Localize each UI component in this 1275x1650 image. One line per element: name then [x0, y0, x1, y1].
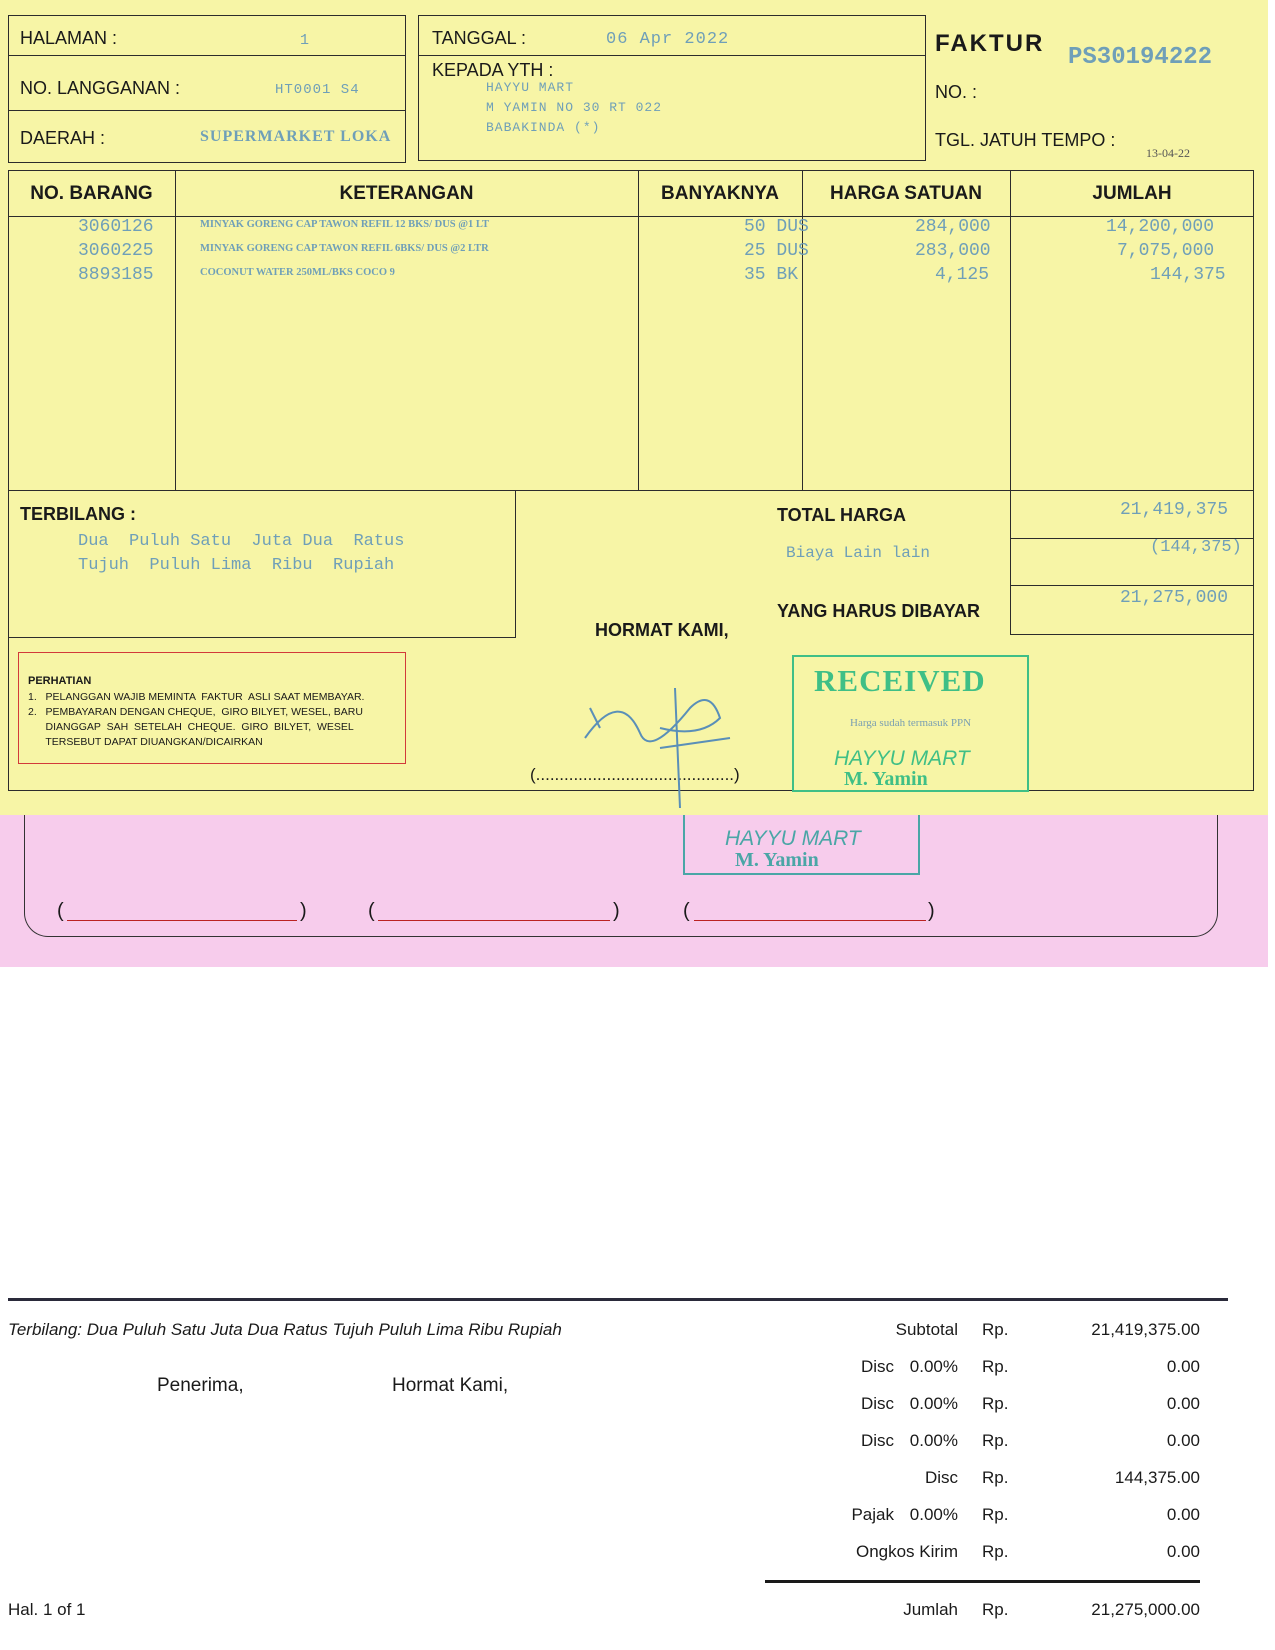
summary-jumlah-rule — [765, 1580, 1200, 1583]
summary-row-currency: Rp. — [982, 1542, 1009, 1561]
yang-harus-dibayar-label: YANG HARUS DIBAYAR — [777, 601, 981, 621]
summary-row-value: 0.00 — [1166, 1431, 1200, 1450]
summary-row-label: Disc — [860, 1394, 894, 1413]
table-row-1-harga: 284,000 — [915, 217, 991, 237]
daerah-label: DAERAH : — [20, 128, 106, 148]
perhatian-notice — [18, 652, 406, 764]
summary-row-currency: Rp. — [982, 1468, 1009, 1487]
table-row-3-no: 8893185 — [78, 265, 154, 285]
summary-row-label: Disc — [860, 1431, 894, 1450]
perhatian-item-2b: DIANGGAP SAH SETELAH CHEQUE. GIRO BILYET, WESEL — [28, 721, 354, 733]
summary-row-disc-3 — [760, 1431, 1200, 1453]
jumlah-label: Jumlah — [903, 1600, 958, 1619]
summary-row-value: 144,375.00 — [1114, 1468, 1200, 1487]
penerima-label: Penerima, — [157, 1375, 244, 1396]
received-stamp-subtext: Harga sudah termasuk PPN — [850, 717, 972, 729]
no-langganan-value: HT0001 S4 — [275, 82, 360, 98]
table-row-1-no: 3060126 — [78, 217, 154, 237]
summary-terbilang: Terbilang: Dua Puluh Satu Juta Dua Ratus Tujuh Puluh Lima Ribu Rupiah — [8, 1320, 562, 1339]
terbilang-line-2: Tujuh Puluh Lima Ribu Rupiah — [78, 556, 395, 575]
summary-row-currency: Rp. — [982, 1505, 1009, 1524]
summary-row-label: Subtotal — [895, 1320, 958, 1339]
summary-row-pct: 0.00% — [909, 1357, 958, 1376]
jumlah-currency: Rp. — [982, 1600, 1009, 1619]
kepada-label: KEPADA YTH : — [432, 60, 554, 80]
faktur-title: FAKTUR — [935, 30, 1045, 57]
summary-row-label: Ongkos Kirim — [855, 1542, 958, 1561]
summary-row-value: 0.00 — [1166, 1505, 1200, 1524]
no-langganan-label: NO. LANGGANAN : — [20, 78, 181, 98]
jatuh-tempo-label: TGL. JATUH TEMPO : — [935, 130, 1116, 150]
pink-paren-open-3: ( — [683, 900, 690, 922]
summary-row-pct: 0.00% — [909, 1505, 958, 1524]
summary-row-currency: Rp. — [982, 1431, 1009, 1450]
col-banyaknya: BANYAKNYA — [661, 183, 779, 204]
hayyu-mart-stamp — [683, 815, 920, 875]
summary-row-pajak — [760, 1505, 1200, 1527]
pink-paren-close-3: ) — [928, 900, 935, 922]
col-keterangan: KETERANGAN — [339, 183, 474, 204]
table-row-1-ket: MINYAK GORENG CAP TAWON REFIL 12 BKS/ DUS @1 LT — [200, 219, 489, 230]
pink-paren-open-2: ( — [368, 900, 375, 922]
hayyu-stamp-text: HAYYU MART — [725, 827, 861, 850]
table-row-2-jumlah: 7,075,000 — [1117, 241, 1215, 261]
summary-row-label: Pajak — [851, 1505, 894, 1524]
perhatian-title: PERHATIAN — [28, 675, 92, 687]
summary-row-pct: 0.00% — [909, 1431, 958, 1450]
summary-row-disc-1 — [760, 1357, 1200, 1379]
terbilang-line-1: Dua Puluh Satu Juta Dua Ratus — [78, 532, 405, 551]
biaya-lain-value: (144,375) — [1150, 538, 1242, 557]
yamin-stamp-text: M. Yamin — [735, 849, 819, 871]
received-stamp — [792, 655, 1029, 792]
summary-row-value: 0.00 — [1166, 1357, 1200, 1376]
daerah-value: SUPERMARKET LOKA — [200, 128, 392, 145]
received-stamp-text: RECEIVED — [814, 663, 986, 698]
table-row-2-ket: MINYAK GORENG CAP TAWON REFIL 6BKS/ DUS @2 LTR — [200, 243, 489, 254]
summary-row-disc-amount — [760, 1468, 1200, 1490]
jatuh-tempo-value: 13-04-22 — [1146, 146, 1190, 160]
perhatian-item-2c: TERSEBUT DAPAT DIUANGKAN/DICAIRKAN — [28, 736, 263, 748]
hormat-kami-label: HORMAT KAMI, — [595, 620, 729, 640]
summary-row-currency: Rp. — [982, 1320, 1009, 1339]
summary-row-ongkos-kirim — [760, 1542, 1200, 1564]
halaman-value: 1 — [300, 32, 311, 49]
table-row-2-qty: 25 DUS — [744, 241, 809, 261]
table-row-3-qty: 35 BK — [744, 265, 799, 285]
summary-row-value: 0.00 — [1166, 1394, 1200, 1413]
terbilang-label: TERBILANG : — [20, 504, 136, 524]
halaman-label: HALAMAN : — [20, 28, 118, 48]
no-label: NO. : — [935, 82, 978, 102]
kepada-line-1: HAYYU MART — [486, 80, 575, 95]
summary-row-value: 21,419,375.00 — [1091, 1320, 1200, 1339]
table-row-1-qty: 50 DUS — [744, 217, 809, 237]
kepada-line-3: BABAKINDA (*) — [486, 120, 601, 135]
pink-sheet-border — [24, 815, 1218, 937]
table-row-1-jumlah: 14,200,000 — [1106, 217, 1215, 237]
biaya-lain-label: Biaya Lain lain — [786, 544, 931, 562]
perhatian-item-1: 1. PELANGGAN WAJIB MEMINTA FAKTUR ASLI SAAT MEMBAYAR. — [28, 691, 365, 703]
table-row-2-harga: 283,000 — [915, 241, 991, 261]
faktur-number: PS30194222 — [1068, 44, 1213, 71]
pink-signature-line-2 — [378, 920, 610, 921]
signature-line: (..........................................) — [530, 765, 740, 784]
hormat-kami-summary-label: Hormat Kami, — [392, 1375, 509, 1396]
handwritten-signature — [580, 668, 760, 818]
summary-row-subtotal — [760, 1320, 1200, 1342]
table-row-3-ket: COCONUT WATER 250ML/BKS COCO 9 — [200, 267, 395, 278]
pink-paren-open-1: ( — [57, 900, 64, 922]
col-harga-satuan: HARGA SATUAN — [830, 183, 982, 204]
summary-row-disc-2 — [760, 1394, 1200, 1416]
yang-harus-dibayar-value: 21,275,000 — [1120, 588, 1229, 608]
table-row-2-no: 3060225 — [78, 241, 154, 261]
kepada-line-2: M YAMIN NO 30 RT 022 — [486, 100, 663, 115]
jumlah-value: 21,275,000.00 — [1091, 1600, 1200, 1619]
tanggal-value: 06 Apr 2022 — [606, 30, 730, 49]
pink-signature-line-1 — [67, 920, 297, 921]
summary-row-value: 0.00 — [1166, 1542, 1200, 1561]
perhatian-item-2a: 2. PEMBAYARAN DENGAN CHEQUE, GIRO BILYET, WESEL, BARU — [28, 706, 363, 718]
summary-row-label: Disc — [860, 1357, 894, 1376]
pink-paren-close-1: ) — [300, 900, 307, 922]
page-indicator: Hal. 1 of 1 — [8, 1600, 86, 1619]
table-row-3-harga: 4,125 — [935, 265, 990, 285]
summary-row-jumlah — [760, 1600, 1200, 1622]
total-harga-label: TOTAL HARGA — [777, 505, 906, 525]
col-no-barang: NO. BARANG — [30, 183, 153, 204]
summary-row-pct: 0.00% — [909, 1394, 958, 1413]
table-row-3-jumlah: 144,375 — [1150, 265, 1226, 285]
received-yamin-text: M. Yamin — [844, 768, 928, 790]
summary-row-currency: Rp. — [982, 1394, 1009, 1413]
summary-row-currency: Rp. — [982, 1357, 1009, 1376]
tanggal-label: TANGGAL : — [432, 28, 527, 48]
col-jumlah: JUMLAH — [1092, 183, 1172, 204]
summary-row-label: Disc — [924, 1468, 958, 1487]
pink-signature-line-3 — [694, 920, 926, 921]
total-harga-value: 21,419,375 — [1120, 500, 1229, 520]
received-hayyu-text: HAYYU MART — [834, 747, 970, 770]
pink-paren-close-2: ) — [613, 900, 620, 922]
summary-top-rule — [8, 1298, 1228, 1301]
